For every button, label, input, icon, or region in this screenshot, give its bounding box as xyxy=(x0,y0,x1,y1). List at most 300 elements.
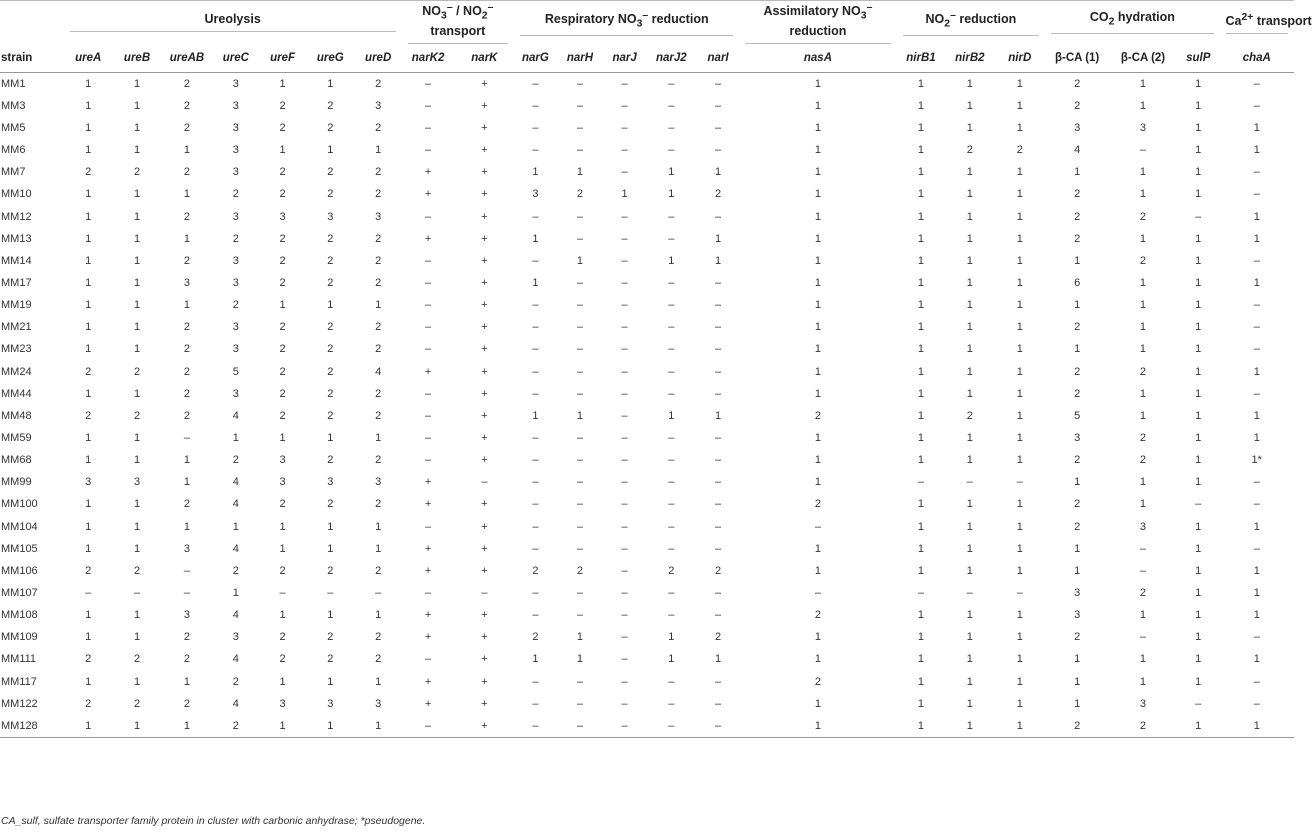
value-cell: – xyxy=(183,586,190,599)
value-cell: 1 xyxy=(1016,365,1023,378)
value-cell: – xyxy=(715,697,722,710)
table-row xyxy=(0,670,1294,692)
value-cell: 1 xyxy=(64,715,113,738)
value-cell: 1 xyxy=(1074,166,1081,179)
value-cell: 4 xyxy=(375,365,382,378)
value-cell: 2 xyxy=(183,77,190,90)
value-cell: 1 xyxy=(814,476,821,489)
value-cell: 1 xyxy=(1016,409,1023,422)
value-cell: 2 xyxy=(814,609,821,622)
value-cell: 1 xyxy=(966,166,973,179)
value-cell: 1 xyxy=(1139,232,1147,245)
value-cell: 3 xyxy=(375,476,382,489)
value-cell: + xyxy=(455,715,515,738)
value-cell: 1 xyxy=(85,675,92,688)
value-cell: 1 xyxy=(1195,343,1202,356)
column-header-19: β-CA (1) xyxy=(1045,44,1109,73)
value-cell: 1 xyxy=(85,254,92,267)
value-cell: 1 xyxy=(814,299,821,312)
value-cell: – xyxy=(1139,564,1147,577)
value-cell: – xyxy=(668,99,675,112)
value-cell: – xyxy=(576,365,584,378)
value-cell: – xyxy=(576,431,584,444)
table-row xyxy=(0,250,1294,272)
value-cell: 1 xyxy=(917,454,925,467)
value-cell: 1 xyxy=(1253,586,1260,599)
value-cell: – xyxy=(576,387,584,400)
value-cell: – xyxy=(532,210,539,223)
value-cell: 1 xyxy=(917,276,925,289)
value-cell: – xyxy=(576,232,584,245)
value-cell: – xyxy=(1253,166,1260,179)
value-cell: 1 xyxy=(133,254,141,267)
value-cell: + xyxy=(481,387,488,400)
value-cell: 3 xyxy=(279,454,286,467)
value-cell: 2 xyxy=(183,99,190,112)
value-cell: + xyxy=(481,166,488,179)
value-cell: 1 xyxy=(532,276,539,289)
value-cell: – xyxy=(621,299,628,312)
value-cell: 3 xyxy=(232,77,239,90)
value-cell: – xyxy=(1253,631,1260,644)
value-cell: – xyxy=(621,99,628,112)
column-header-3: ureAB xyxy=(161,44,212,73)
value-cell: 1 xyxy=(1195,609,1202,622)
table-row xyxy=(0,560,1294,582)
value-cell: + xyxy=(481,498,488,511)
group-header-assimilatory: Assimilatory $NO_3^-$ reduction xyxy=(739,0,896,44)
value-cell: 2 xyxy=(327,387,334,400)
value-cell: 1 xyxy=(85,122,92,134)
value-cell: 1 xyxy=(1253,232,1260,245)
value-cell: 1 xyxy=(1195,653,1202,666)
value-cell: 1 xyxy=(1195,431,1202,444)
value-cell: 1 xyxy=(183,675,190,688)
strain-cell: MM104 xyxy=(1,520,38,533)
value-cell: 2 xyxy=(133,166,141,179)
value-cell: 1 xyxy=(1253,409,1260,422)
value-cell: 1 xyxy=(133,542,141,555)
value-cell: 1 xyxy=(917,609,925,622)
value-cell: – xyxy=(576,609,584,622)
column-header-9: narK xyxy=(455,44,515,73)
value-cell: – xyxy=(668,321,675,334)
value-cell: + xyxy=(481,697,488,710)
value-cell: – xyxy=(621,498,628,511)
value-cell: 2 xyxy=(1139,454,1147,467)
value-cell: 1 xyxy=(966,99,973,112)
value-cell: 1 xyxy=(917,343,925,356)
value-cell: 1 xyxy=(814,77,821,90)
value-cell: 1 xyxy=(183,144,190,157)
value-cell: 1 xyxy=(133,99,141,112)
value-cell: – xyxy=(576,454,584,467)
value-cell: 3 xyxy=(279,697,286,710)
value-cell: 4 xyxy=(232,542,239,555)
value-cell: 1 xyxy=(1253,564,1260,577)
value-cell: – xyxy=(621,675,628,688)
value-cell: 5 xyxy=(232,365,239,378)
value-cell: 1 xyxy=(917,254,925,267)
value-cell: 1 xyxy=(1016,631,1023,644)
value-cell: – xyxy=(668,431,675,444)
value-cell: 2 xyxy=(279,321,286,334)
value-cell: 1 xyxy=(327,609,334,622)
value-cell: – xyxy=(532,365,539,378)
strain-cell: MM59 xyxy=(1,431,32,444)
table-row xyxy=(0,338,1294,360)
value-cell: 1 xyxy=(133,232,141,245)
value-cell: 1 xyxy=(133,299,141,312)
value-cell: 1 xyxy=(133,387,141,400)
value-cell: – xyxy=(668,520,675,533)
value-cell: 1 xyxy=(113,715,162,738)
value-cell: 1 xyxy=(1195,520,1202,533)
value-cell: 2 xyxy=(279,409,286,422)
value-cell: 1 xyxy=(1195,276,1202,289)
value-cell: 1 xyxy=(133,454,141,467)
value-cell: – xyxy=(715,321,722,334)
value-cell: 2 xyxy=(327,321,334,334)
value-cell: – xyxy=(327,586,334,599)
value-cell: 1 xyxy=(917,675,925,688)
table-row xyxy=(0,582,1294,604)
value-cell: – xyxy=(621,653,628,666)
value-cell: – xyxy=(1253,321,1260,334)
value-cell: – xyxy=(1016,586,1023,599)
value-cell: 1 xyxy=(327,299,334,312)
table-row xyxy=(0,626,1294,648)
group-header-nitrite-reduction: $NO_2^-$ reduction xyxy=(897,0,1046,44)
value-cell: – xyxy=(576,520,584,533)
value-cell: – xyxy=(621,166,628,179)
value-cell: 2 xyxy=(375,653,382,666)
value-cell: 1 xyxy=(327,520,334,533)
value-cell: – xyxy=(576,697,584,710)
value-cell: + xyxy=(424,631,432,644)
value-cell: 1 xyxy=(375,675,382,688)
value-cell: 2 xyxy=(327,99,334,112)
value-cell: 2 xyxy=(327,498,334,511)
value-cell: 1 xyxy=(1016,498,1023,511)
value-cell: 1 xyxy=(668,166,675,179)
value-cell: + xyxy=(481,564,488,577)
column-header-16: nirB1 xyxy=(897,44,946,73)
value-cell: 1 xyxy=(85,542,92,555)
value-cell: 1 xyxy=(532,232,539,245)
value-cell: 3 xyxy=(232,254,239,267)
value-cell: 1 xyxy=(814,653,821,666)
value-cell: 1 xyxy=(814,387,821,400)
value-cell: – xyxy=(715,276,722,289)
value-cell: – xyxy=(668,77,675,90)
value-cell: 3 xyxy=(279,210,286,223)
table-row xyxy=(0,72,1294,95)
value-cell: 1 xyxy=(814,365,821,378)
value-cell: 3 xyxy=(85,476,92,489)
value-cell: 1 xyxy=(814,232,821,245)
value-cell: + xyxy=(481,520,488,533)
value-cell: – xyxy=(532,122,539,134)
value-cell: 1 xyxy=(183,188,190,201)
value-cell: 2 xyxy=(327,232,334,245)
value-cell: 1 xyxy=(917,564,925,577)
value-cell: 1 xyxy=(917,409,925,422)
value-cell: 1 xyxy=(814,454,821,467)
value-cell: – xyxy=(1253,542,1260,555)
table-row xyxy=(0,272,1294,294)
value-cell: 2 xyxy=(1074,387,1081,400)
strain-cell: MM13 xyxy=(1,232,32,245)
value-cell: – xyxy=(621,454,628,467)
value-cell: 1 xyxy=(1139,609,1147,622)
value-cell: 1 xyxy=(85,188,92,201)
value-cell: 1 xyxy=(1074,697,1081,710)
value-cell: – xyxy=(715,299,722,312)
value-cell: – xyxy=(668,609,675,622)
value-cell: – xyxy=(917,586,925,599)
value-cell: 2 xyxy=(85,409,92,422)
value-cell: + xyxy=(481,409,488,422)
value-cell: – xyxy=(1195,498,1202,511)
value-cell: 1 xyxy=(814,542,821,555)
value-cell: 1 xyxy=(85,387,92,400)
value-cell: 1 xyxy=(668,409,675,422)
column-header-6: ureG xyxy=(306,44,355,73)
column-header-18: nirD xyxy=(994,44,1045,73)
value-cell: – xyxy=(425,454,432,467)
value-cell: – xyxy=(576,542,584,555)
value-cell: 1 xyxy=(1016,343,1023,356)
value-cell: – xyxy=(715,520,722,533)
value-cell: – xyxy=(532,254,539,267)
value-cell: 3 xyxy=(232,343,239,356)
value-cell: – xyxy=(1195,697,1202,710)
value-cell: 1 xyxy=(917,99,925,112)
value-cell: 1 xyxy=(1016,254,1023,267)
table-row xyxy=(0,95,1294,117)
value-cell: – xyxy=(576,210,584,223)
value-cell: 2 xyxy=(279,276,286,289)
value-cell: – xyxy=(425,653,432,666)
value-cell: – xyxy=(1253,476,1260,489)
value-cell: – xyxy=(532,454,539,467)
value-cell: 1 xyxy=(1195,409,1202,422)
value-cell: – xyxy=(715,387,722,400)
value-cell: 2 xyxy=(85,653,92,666)
value-cell: 1 xyxy=(897,715,946,738)
value-cell: 2 xyxy=(375,77,382,90)
value-cell: – xyxy=(425,299,432,312)
value-cell: 2 xyxy=(183,631,190,644)
value-cell: 2 xyxy=(279,365,286,378)
value-cell: 1 xyxy=(1074,653,1081,666)
value-cell: – xyxy=(715,609,722,622)
value-cell: 1 xyxy=(917,542,925,555)
value-cell: 2 xyxy=(375,321,382,334)
value-cell: – xyxy=(668,476,675,489)
value-cell: + xyxy=(481,609,488,622)
value-cell: 1 xyxy=(1139,166,1147,179)
value-cell: 2 xyxy=(576,564,584,577)
table-row xyxy=(0,316,1294,338)
value-cell: 1 xyxy=(183,299,190,312)
value-cell: 1 xyxy=(1016,166,1023,179)
group-header-row xyxy=(0,0,1294,44)
value-cell: 1 xyxy=(133,609,141,622)
value-cell: – xyxy=(1139,542,1147,555)
table-row xyxy=(0,449,1294,471)
value-cell: + xyxy=(424,476,432,489)
value-cell: 1 xyxy=(814,99,821,112)
value-cell: 1 xyxy=(1139,321,1147,334)
table-row xyxy=(0,383,1294,405)
value-cell: 1 xyxy=(327,675,334,688)
value-cell: 1 xyxy=(375,144,382,157)
strain-cell: MM24 xyxy=(1,365,32,378)
value-cell: 1 xyxy=(1016,542,1023,555)
value-cell: 1 xyxy=(945,715,994,738)
value-cell: 1 xyxy=(1016,122,1023,134)
value-cell: 1 xyxy=(814,166,821,179)
value-cell: – xyxy=(621,276,628,289)
value-cell: – xyxy=(646,715,697,738)
column-header-2: ureB xyxy=(113,44,162,73)
value-cell: – xyxy=(1195,210,1202,223)
value-cell: 3 xyxy=(1139,697,1147,710)
value-cell: 2 xyxy=(279,188,286,201)
value-cell: 1 xyxy=(1016,520,1023,533)
value-cell: 1 xyxy=(621,188,628,201)
value-cell: 2 xyxy=(327,653,334,666)
value-cell: 2 xyxy=(232,232,239,245)
value-cell: 1 xyxy=(715,409,722,422)
value-cell: 2 xyxy=(327,409,334,422)
value-cell: 2 xyxy=(375,454,382,467)
value-cell: – xyxy=(514,715,556,738)
column-header-5: ureF xyxy=(259,44,306,73)
value-cell: 2 xyxy=(133,365,141,378)
value-cell: 2 xyxy=(183,498,190,511)
strain-cell: MM12 xyxy=(1,210,32,223)
value-cell: 2 xyxy=(1074,232,1081,245)
value-cell: 3 xyxy=(232,210,239,223)
value-cell: 1 xyxy=(133,431,141,444)
column-header-11: narH xyxy=(557,44,604,73)
value-cell: + xyxy=(481,431,488,444)
value-cell: – xyxy=(183,431,190,444)
value-cell: 2 xyxy=(1074,631,1081,644)
value-cell: + xyxy=(424,609,432,622)
value-cell: 1 xyxy=(1139,77,1147,90)
value-cell: 4 xyxy=(1074,144,1081,157)
value-cell: 1 xyxy=(715,653,722,666)
column-header-1: ureA xyxy=(64,44,113,73)
value-cell: – xyxy=(668,276,675,289)
table-row xyxy=(0,515,1294,537)
value-cell: 2 xyxy=(232,564,239,577)
value-cell: 1 xyxy=(814,254,821,267)
value-cell: 1 xyxy=(814,564,821,577)
value-cell: 1 xyxy=(966,254,973,267)
strain-cell: MM10 xyxy=(1,188,32,201)
value-cell: – xyxy=(715,99,722,112)
value-cell: 1 xyxy=(1195,542,1202,555)
value-cell: – xyxy=(715,476,722,489)
strain-cell: MM6 xyxy=(1,144,26,157)
value-cell: 2 xyxy=(183,210,190,223)
column-header-4: ureC xyxy=(212,44,259,73)
value-cell: 2 xyxy=(668,564,675,577)
value-cell: 1 xyxy=(1195,77,1202,90)
value-cell: 2 xyxy=(279,122,286,134)
value-cell: 1 xyxy=(917,365,925,378)
value-cell: 2 xyxy=(375,343,382,356)
value-cell: 4 xyxy=(232,609,239,622)
value-cell: 1 xyxy=(1074,299,1081,312)
value-cell: 1 xyxy=(161,715,212,738)
value-cell: – xyxy=(425,586,432,599)
value-cell: – xyxy=(1253,675,1260,688)
value-cell: + xyxy=(481,675,488,688)
value-cell: 1 xyxy=(1253,609,1260,622)
value-cell: 2 xyxy=(327,454,334,467)
value-cell: – xyxy=(814,586,821,599)
value-cell: 1 xyxy=(375,299,382,312)
value-cell: 1 xyxy=(133,122,141,134)
value-cell: – xyxy=(375,586,382,599)
value-cell: – xyxy=(532,586,539,599)
value-cell: 2 xyxy=(85,697,92,710)
value-cell: – xyxy=(576,144,584,157)
value-cell: – xyxy=(425,321,432,334)
value-cell: – xyxy=(576,343,584,356)
value-cell: 1 xyxy=(1139,653,1147,666)
value-cell: – xyxy=(621,365,628,378)
value-cell: – xyxy=(814,520,821,533)
value-cell: – xyxy=(576,276,584,289)
value-cell: 1 xyxy=(814,144,821,157)
value-cell: – xyxy=(715,675,722,688)
value-cell: 1 xyxy=(1016,675,1023,688)
value-cell: 1 xyxy=(966,631,973,644)
value-cell: 1 xyxy=(917,210,925,223)
value-cell: – xyxy=(966,586,973,599)
value-cell: 1 xyxy=(85,343,92,356)
table-row xyxy=(0,139,1294,161)
value-cell: 2 xyxy=(279,564,286,577)
value-cell: 1 xyxy=(1016,653,1023,666)
strain-cell: MM107 xyxy=(1,586,38,599)
strain-cell: MM3 xyxy=(1,99,26,112)
value-cell: 1 xyxy=(133,520,141,533)
strain-cell: MM111 xyxy=(1,653,37,666)
value-cell: 2 xyxy=(375,232,382,245)
value-cell: – xyxy=(715,365,722,378)
value-cell: 3 xyxy=(232,99,239,112)
value-cell: – xyxy=(668,210,675,223)
value-cell: – xyxy=(621,520,628,533)
value-cell: – xyxy=(668,122,675,134)
value-cell: + xyxy=(424,232,432,245)
value-cell: 1 xyxy=(279,520,286,533)
value-cell: 1 xyxy=(355,715,402,738)
group-header-respiratory: Respiratory $NO_3^-$ reduction xyxy=(514,0,739,44)
table-row xyxy=(0,405,1294,427)
value-cell: 1 xyxy=(85,631,92,644)
value-cell: – xyxy=(1253,343,1260,356)
value-cell: 2 xyxy=(966,144,973,157)
